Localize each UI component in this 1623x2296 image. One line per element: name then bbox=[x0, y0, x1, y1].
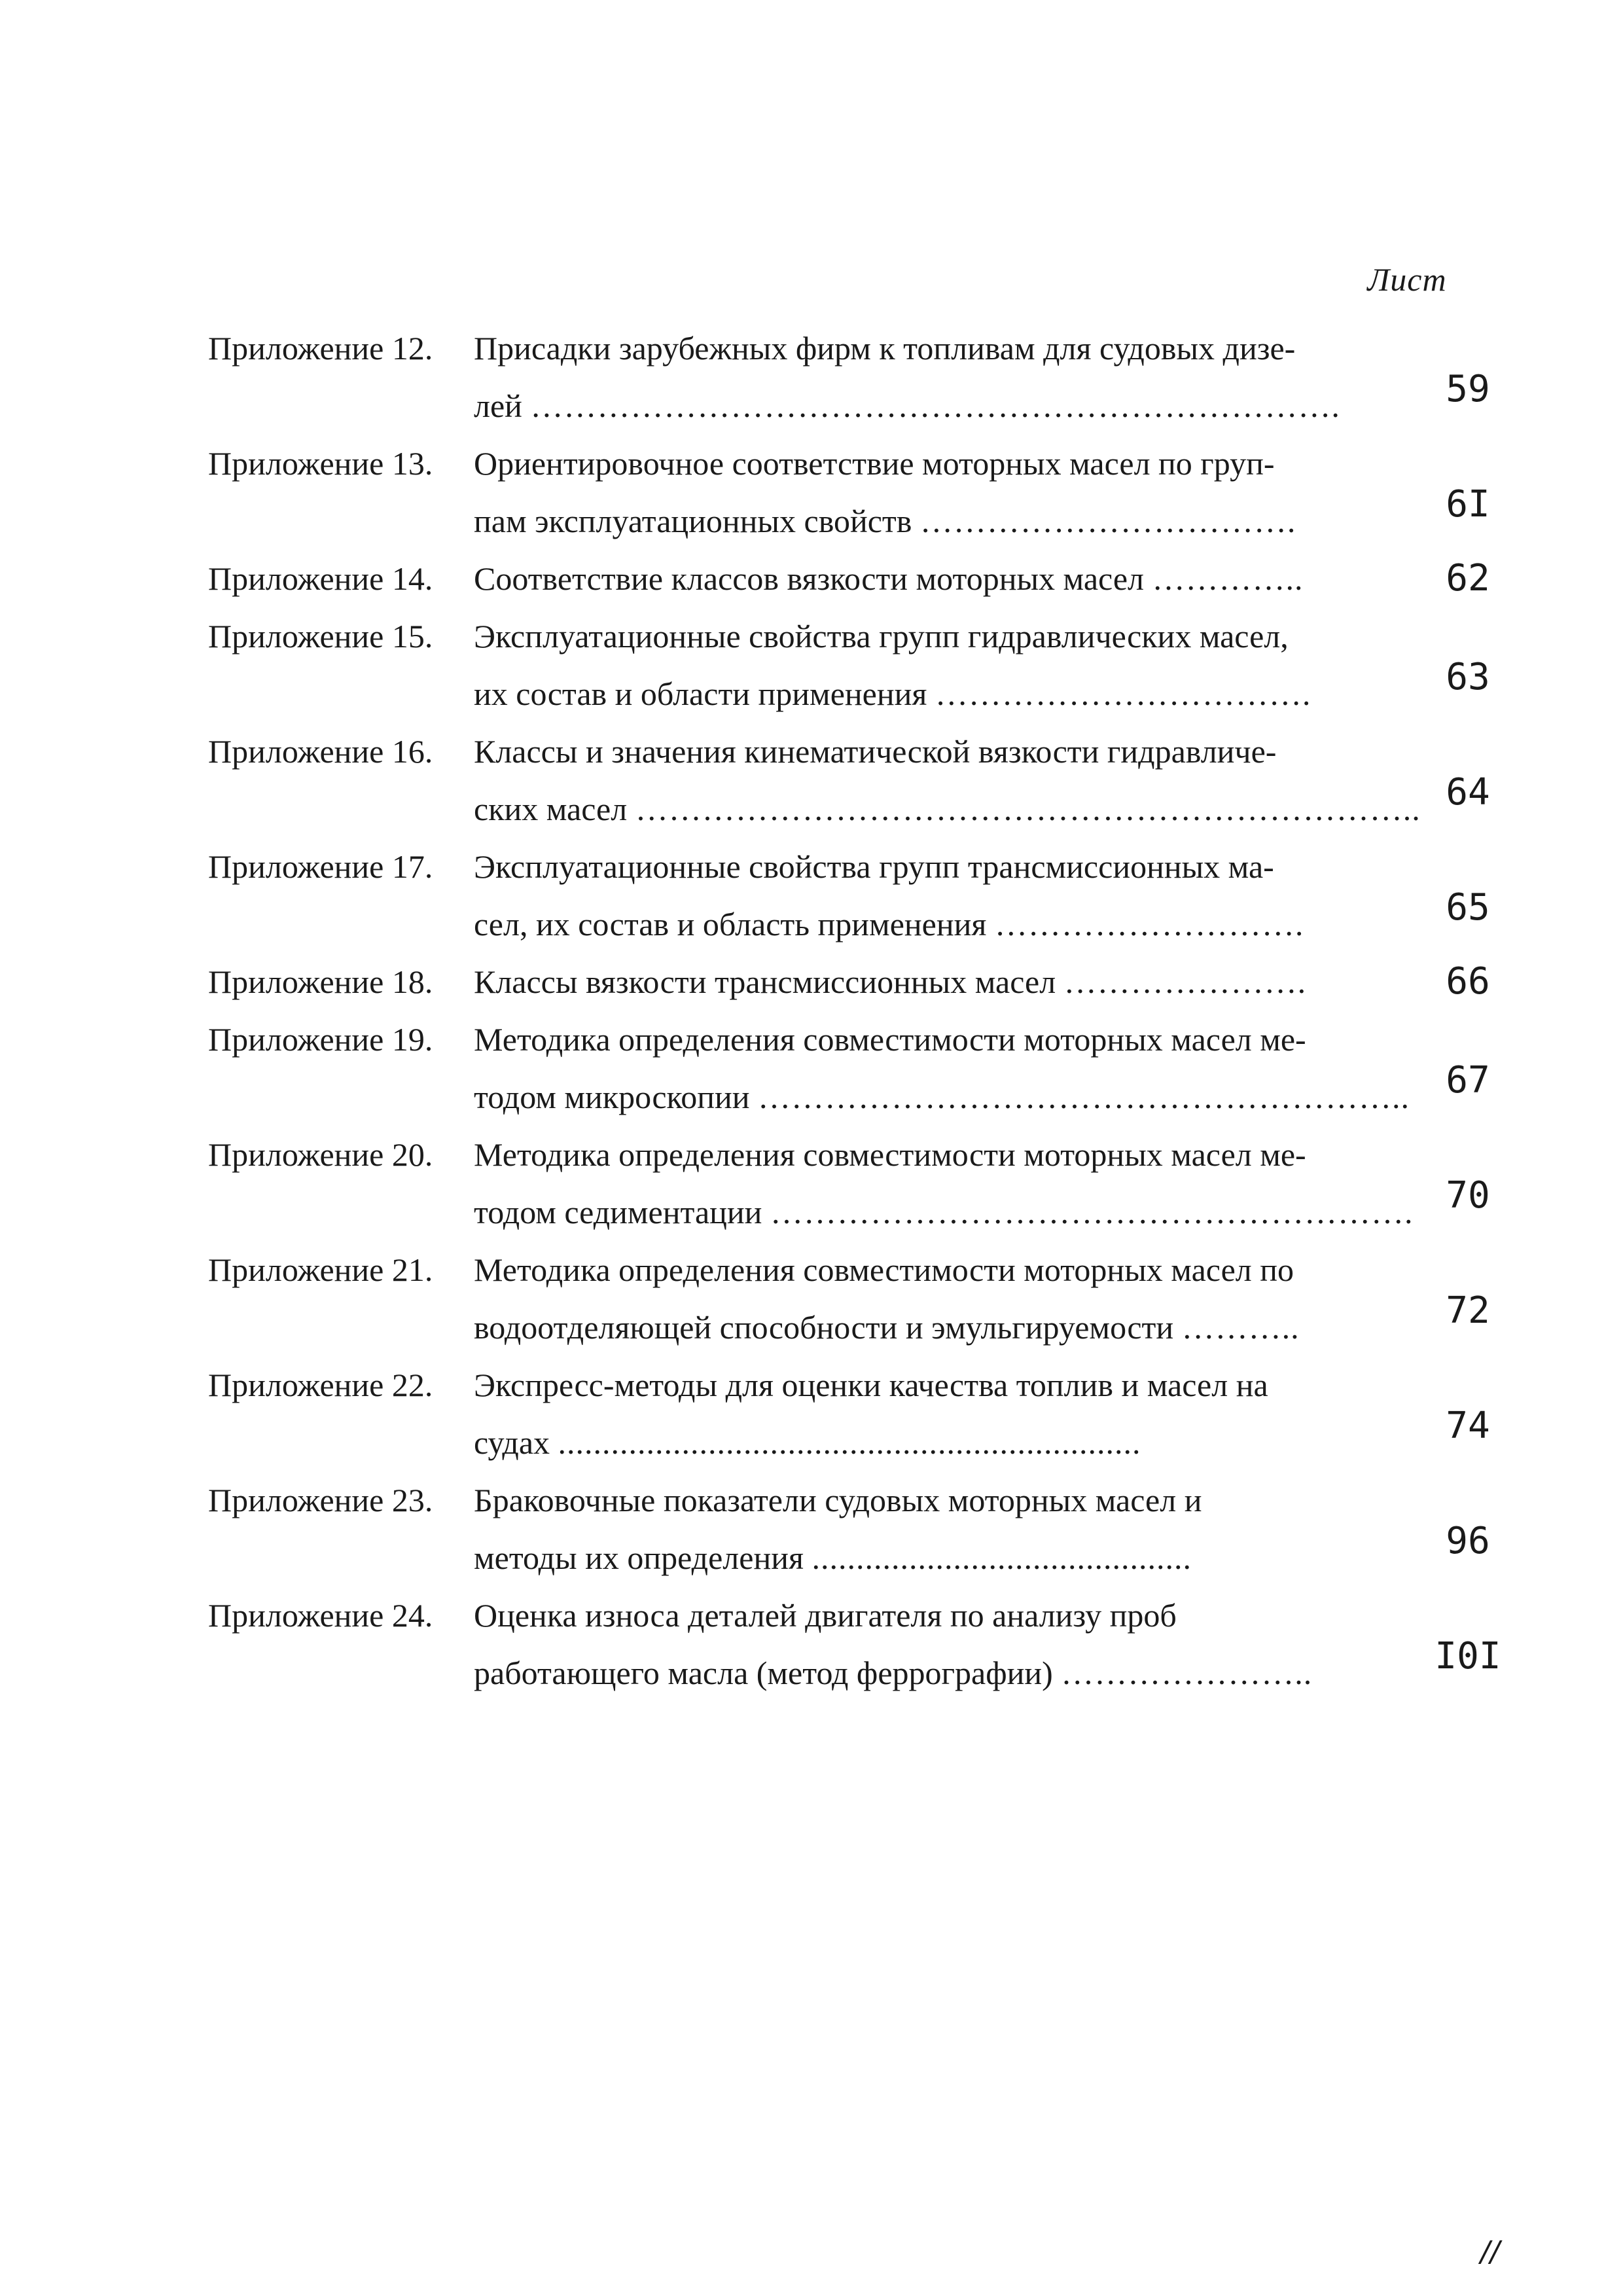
entry-title-line: Присадки зарубежных фирм к топливам для судовых дизе- bbox=[474, 330, 1296, 367]
dot-leaders: .................................................................. bbox=[558, 1424, 1141, 1461]
dot-leaders: ........................................... bbox=[812, 1539, 1192, 1576]
entry-title bbox=[474, 953, 1526, 1011]
toc-entry bbox=[208, 435, 1530, 550]
table-of-contents bbox=[208, 319, 1530, 1702]
entry-title-line: лей bbox=[474, 387, 522, 424]
entry-label: Приложение 13. bbox=[208, 445, 433, 482]
entry-title-line: ских масел bbox=[474, 791, 628, 827]
entry-title bbox=[474, 1011, 1526, 1126]
entry-title-line: тодом микроскопии bbox=[474, 1079, 750, 1115]
page-number: 63 bbox=[1446, 656, 1490, 698]
entry-title-line: Методика определения совместимости моторных масел ме- bbox=[474, 1136, 1306, 1173]
entry-label: Приложение 12. bbox=[208, 330, 433, 367]
entry-title-line: работающего масла (метод феррографии) bbox=[474, 1655, 1053, 1691]
entry-title bbox=[474, 319, 1526, 435]
entry-title bbox=[474, 838, 1526, 953]
dot-leaders: ……….. bbox=[1181, 1309, 1300, 1346]
entry-title bbox=[474, 723, 1526, 838]
entry-title-line: Эксплуатационные свойства групп гидравлических масел, bbox=[474, 618, 1289, 655]
entry-title bbox=[474, 1587, 1526, 1702]
dot-leaders: ……………………………. bbox=[935, 675, 1311, 712]
page-number: 59 bbox=[1446, 368, 1490, 410]
entry-title bbox=[474, 550, 1526, 607]
page-number: 67 bbox=[1446, 1059, 1490, 1102]
toc-entry bbox=[208, 1356, 1530, 1471]
page-number: 62 bbox=[1446, 557, 1490, 600]
entry-title-line: Браковочные показатели судовых моторных масел и bbox=[474, 1482, 1202, 1518]
entry-label: Приложение 21. bbox=[208, 1251, 433, 1288]
entry-title-line: Ориентировочное соответствие моторных масел по груп- bbox=[474, 445, 1275, 482]
page-number: 74 bbox=[1446, 1405, 1490, 1447]
toc-entry bbox=[208, 550, 1530, 607]
entry-title-line: тодом седиментации bbox=[474, 1194, 762, 1230]
entry-title-line: Соответствие классов вязкости моторных масел bbox=[474, 560, 1144, 597]
page-number: 96 bbox=[1446, 1520, 1490, 1562]
entry-title-line: их состав и области применения bbox=[474, 675, 927, 712]
dot-leaders: …………………. bbox=[1063, 963, 1307, 1000]
entry-title-line: Методика определения совместимости моторных масел ме- bbox=[474, 1021, 1306, 1058]
entry-label: Приложение 18. bbox=[208, 963, 433, 1000]
toc-entry bbox=[208, 1587, 1530, 1702]
toc-entry bbox=[208, 838, 1530, 953]
entry-label: Приложение 24. bbox=[208, 1597, 433, 1634]
toc-entry bbox=[208, 723, 1530, 838]
dot-leaders: ………………………………………………….. bbox=[758, 1079, 1410, 1115]
page-number: 70 bbox=[1446, 1174, 1490, 1217]
entry-label: Приложение 14. bbox=[208, 560, 433, 597]
entry-title bbox=[474, 1356, 1526, 1471]
entry-label: Приложение 20. bbox=[208, 1136, 433, 1173]
dot-leaders: ………………….. bbox=[1061, 1655, 1313, 1691]
entry-title-line: судах bbox=[474, 1424, 550, 1461]
page-number: 64 bbox=[1446, 771, 1490, 814]
entry-title-line: водоотделяющей способности и эмульгируемости bbox=[474, 1309, 1174, 1346]
entry-label: Приложение 19. bbox=[208, 1021, 433, 1058]
entry-label: Приложение 17. bbox=[208, 848, 433, 885]
entry-title-line: Классы и значения кинематической вязкости гидравличе- bbox=[474, 733, 1277, 770]
dot-leaders: ………….. bbox=[1152, 560, 1304, 597]
entry-title bbox=[474, 1126, 1526, 1241]
toc-entry bbox=[208, 1011, 1530, 1126]
entry-title bbox=[474, 435, 1526, 550]
entry-title-line: Экспресс-методы для оценки качества топлив и масел на bbox=[474, 1367, 1268, 1403]
toc-entry bbox=[208, 1241, 1530, 1356]
entry-title-line: Методика определения совместимости моторных масел по bbox=[474, 1251, 1294, 1288]
page-number: 65 bbox=[1446, 886, 1490, 929]
entry-title-line: Эксплуатационные свойства групп трансмиссионных ма- bbox=[474, 848, 1274, 885]
entry-title-line: пам эксплуатационных свойств bbox=[474, 503, 912, 539]
entry-title-line: сел, их состав и область применения bbox=[474, 906, 987, 942]
page-number: 66 bbox=[1446, 960, 1490, 1003]
dot-leaders: ………………………. bbox=[994, 906, 1304, 942]
dot-leaders: ……………………………. bbox=[919, 503, 1296, 539]
entry-title-line: Оценка износа деталей двигателя по анализу проб bbox=[474, 1597, 1177, 1634]
sheet-column-header: Лист bbox=[1367, 261, 1447, 298]
entry-label: Приложение 22. bbox=[208, 1367, 433, 1403]
entry-title bbox=[474, 607, 1526, 723]
dot-leaders: …………………………………………………. bbox=[770, 1194, 1414, 1230]
toc-entry bbox=[208, 1126, 1530, 1241]
entry-label: Приложение 15. bbox=[208, 618, 433, 655]
entry-label: Приложение 16. bbox=[208, 733, 433, 770]
entry-title-line: Классы вязкости трансмиссионных масел bbox=[474, 963, 1056, 1000]
handwritten-page-mark: // bbox=[1480, 2235, 1500, 2269]
page-number: 72 bbox=[1446, 1289, 1490, 1332]
toc-entry bbox=[208, 319, 1530, 435]
entry-title-line: методы их определения bbox=[474, 1539, 804, 1576]
page-number: I0I bbox=[1435, 1635, 1501, 1677]
page-number: 6I bbox=[1446, 483, 1490, 526]
dot-leaders: ………………………………………………………………. bbox=[530, 387, 1340, 424]
dot-leaders: …………………………………………………………….. bbox=[635, 791, 1421, 827]
entry-label: Приложение 23. bbox=[208, 1482, 433, 1518]
entry-title bbox=[474, 1241, 1526, 1356]
toc-entry bbox=[208, 953, 1530, 1011]
entry-title bbox=[474, 1471, 1526, 1587]
toc-entry bbox=[208, 1471, 1530, 1587]
toc-entry bbox=[208, 607, 1530, 723]
